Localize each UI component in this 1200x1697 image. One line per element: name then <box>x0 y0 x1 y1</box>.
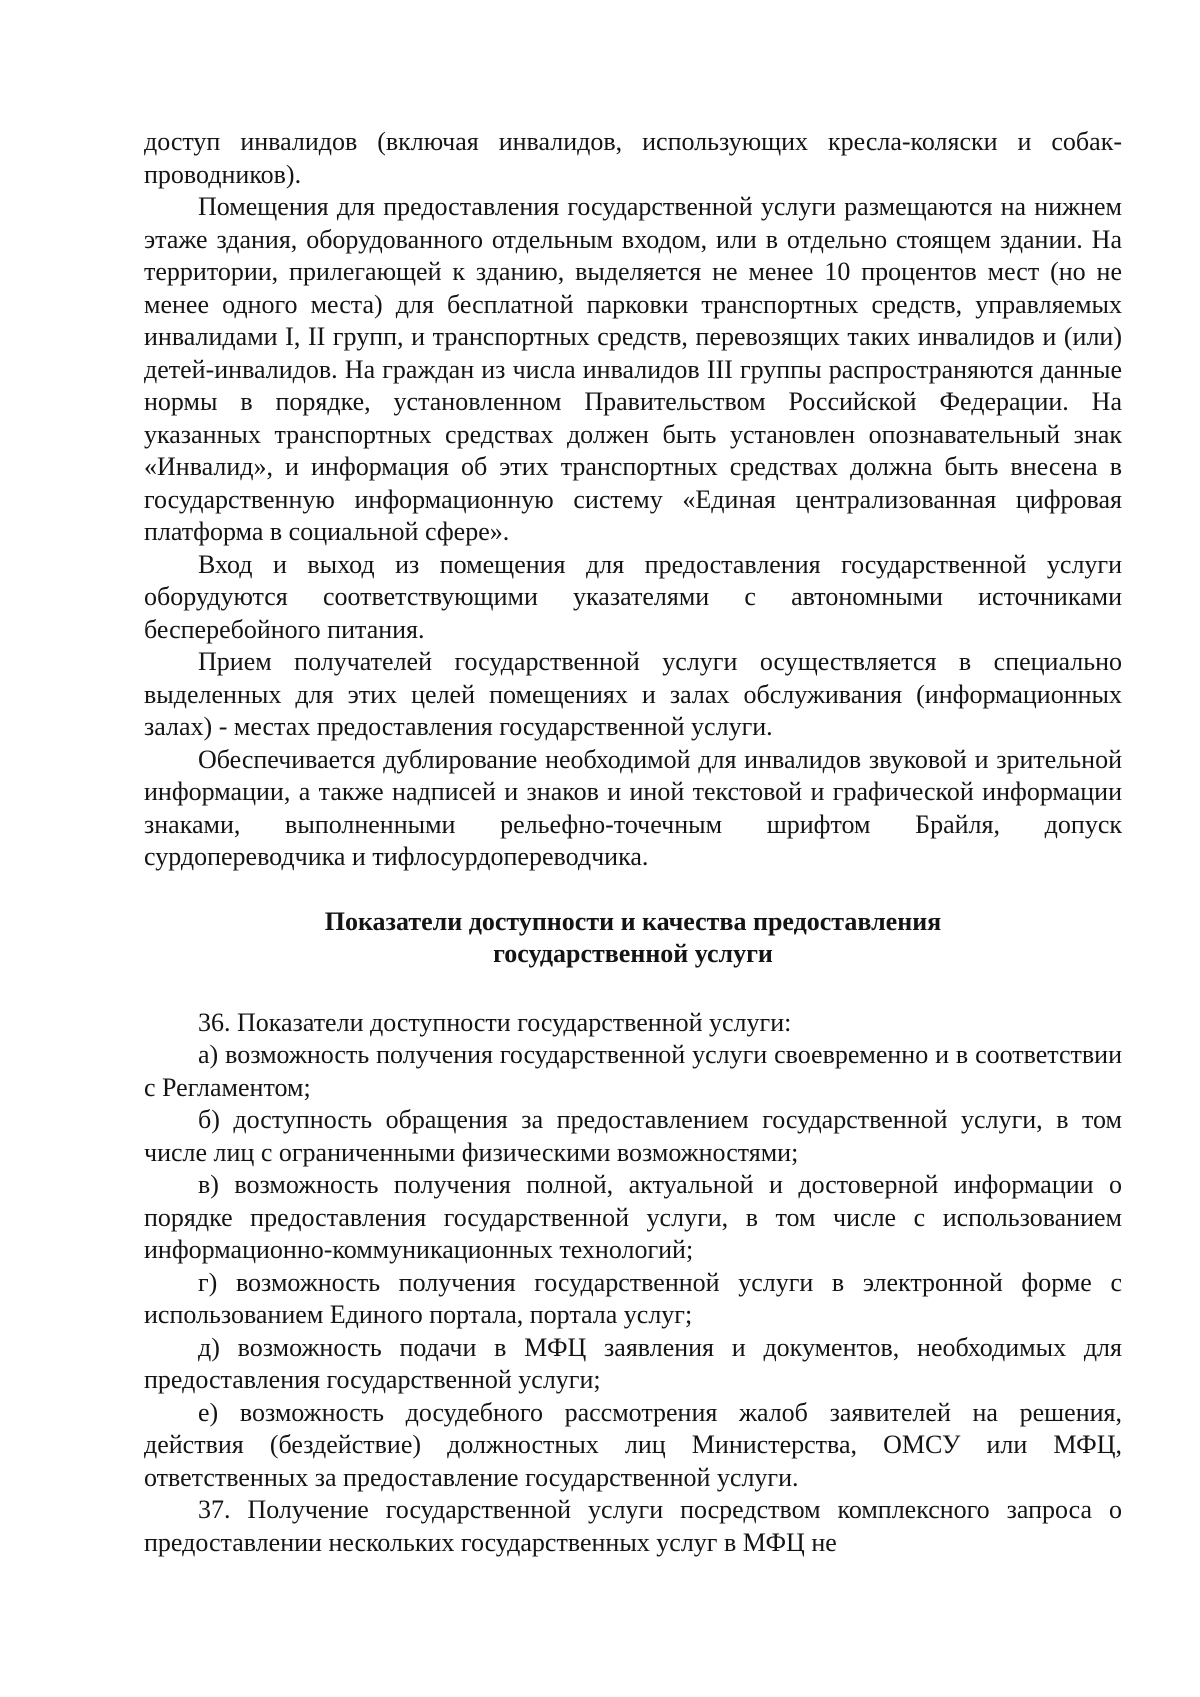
paragraph-item-37: 37. Получение государственной услуги посредством комплексного запроса о предоставлении нескольких государственных услуг в МФЦ не <box>144 1495 1122 1557</box>
paragraph-premises: Помещения для предоставления государственной услуги размещаются на нижнем этаже здания, оборудованного отдельным входом, или в отдельно стоящем здании. На территории, прилегающей к зданию, выделяется не менее 10 процентов мест (но не менее одного места) для бесплатной парковки транспортных средств, управляемых инвалидами I, II групп, и транспортных средств, перевозящих таких инвалидов и (или) детей-инвалидов. На граждан из числа инвалидов III группы распространяются данные нормы в порядке, установленном Правительством Российской Федерации. На указанных транспортных средствах должен быть установлен опознавательный знак «Инвалид», и информация об этих транспортных средствах должна быть внесена в государственную информационную систему «Единая централизованная цифровая платформа в социальной сфере». <box>144 192 1122 546</box>
section-heading-line1: Показатели доступности и качества предоставления <box>324 906 942 936</box>
paragraph-item-g: г) возможность получения государственной услуги в электронной форме с использованием Единого портала, портала услуг; <box>144 1267 1122 1329</box>
paragraph-reception: Прием получателей государственной услуги осуществляется в специально выделенных для этих целей помещениях и залах обслуживания (информационных залах) - местах предоставления государственной услуги. <box>144 647 1122 741</box>
section-heading <box>144 906 1122 971</box>
paragraph-duplication: Обеспечивается дублирование необходимой для инвалидов звуковой и зрительной информации, а также надписей и знаков и иной текстовой и графической информации знаками, выполненными рельефно-точечным шрифтом Брайля, допуск сурдопереводчика и тифлосурдопереводчика. <box>144 744 1122 871</box>
paragraph-item-a: а) возможность получения государственной услуги своевременно и в соответствии с Регламентом; <box>144 1040 1122 1102</box>
paragraph-item-e: е) возможность досудебного рассмотрения жалоб заявителей на решения, действия (бездействие) должностных лиц Министерства, ОМСУ или МФЦ, ответственных за предоставление государственной услуги. <box>144 1397 1122 1492</box>
document-body <box>144 126 1122 1559</box>
paragraph-item-v: в) возможность получения полной, актуальной и достоверной информации о порядке предоставления государственной услуги, в том числе с использованием информационно-коммуникационных технологий; <box>144 1170 1122 1264</box>
paragraph-item-b: б) доступность обращения за предоставлением государственной услуги, в том числе лиц с ограниченными физическими возможностями; <box>144 1105 1122 1167</box>
paragraph-continuation: доступ инвалидов (включая инвалидов, использующих кресла-коляски и собак-проводников). <box>144 127 1122 189</box>
paragraph-item-36: 36. Показатели доступности государственной услуги: <box>198 1007 792 1037</box>
paragraph-entrance-exit: Вход и выход из помещения для предоставления государственной услуги оборудуются соответствующими указателями с автономными источниками бесперебойного питания. <box>144 549 1122 644</box>
section-heading-line2: государственной услуги <box>493 939 773 968</box>
paragraph-item-d: д) возможность подачи в МФЦ заявления и документов, необходимых для предоставления государственной услуги; <box>144 1332 1122 1394</box>
